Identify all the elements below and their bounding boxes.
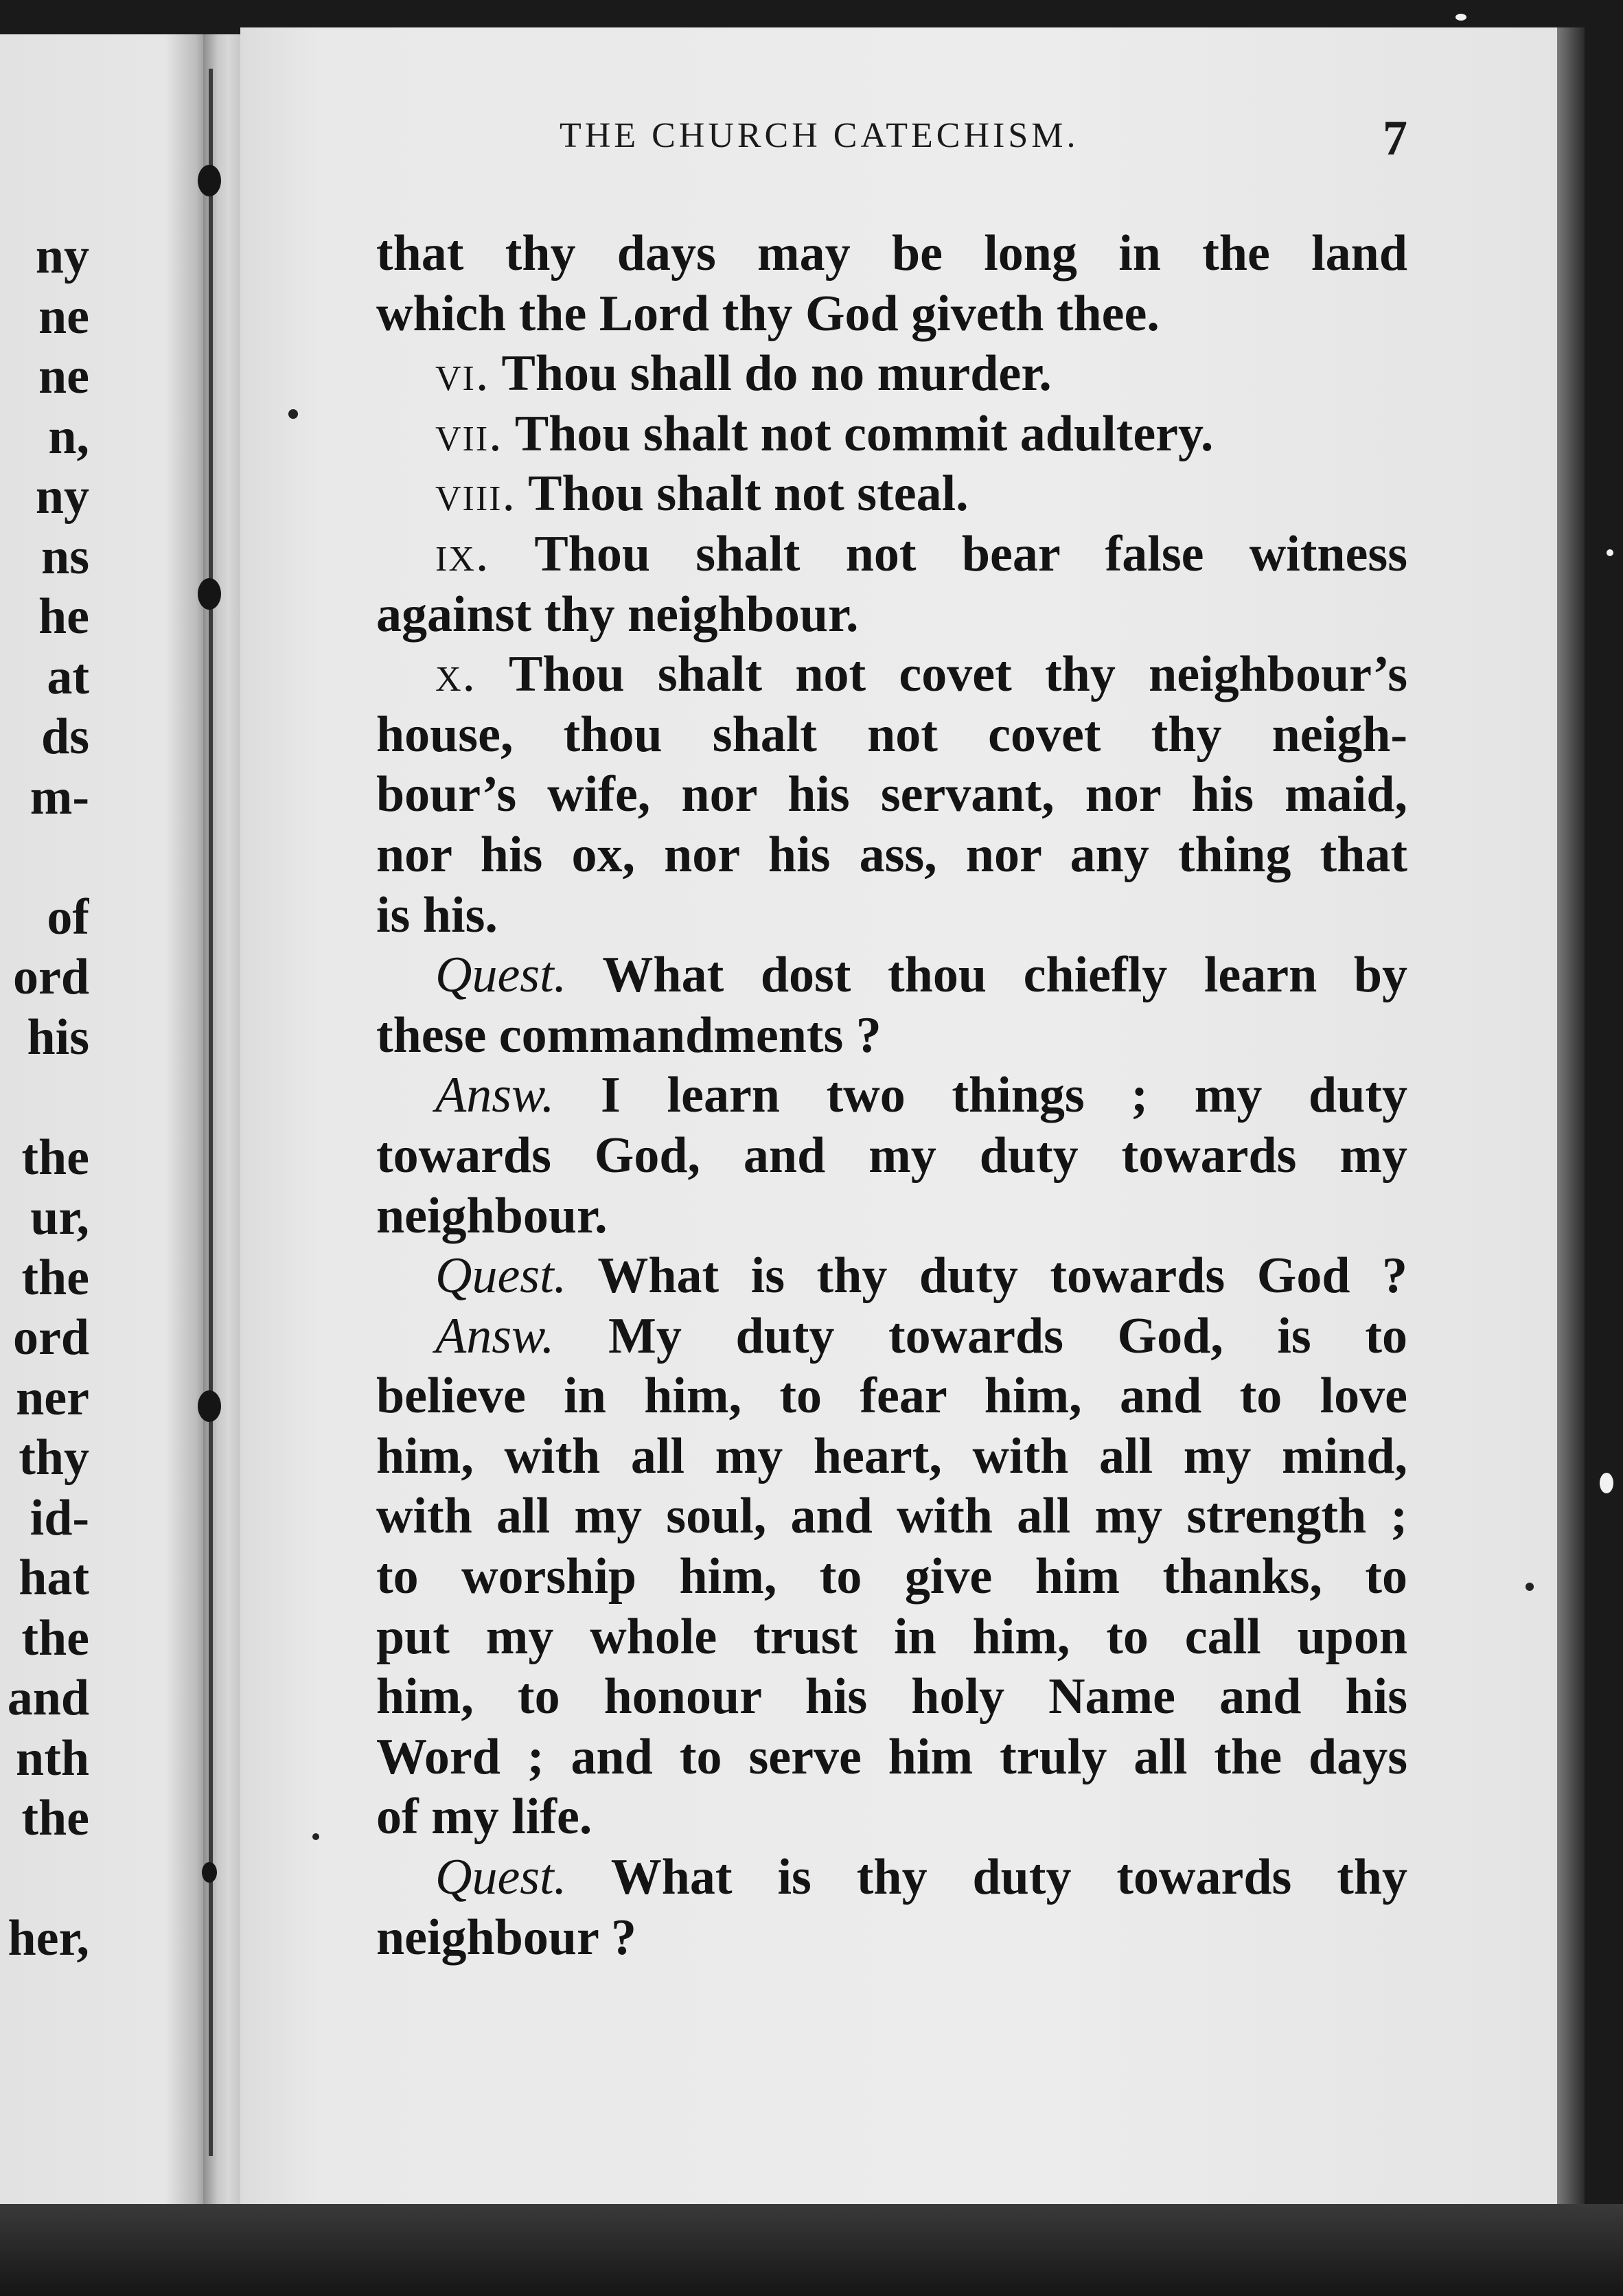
speaker-label: Answ. — [435, 1067, 555, 1124]
text-line — [376, 1246, 1407, 1307]
text-line — [376, 1667, 1407, 1727]
left-page-fragment: and — [7, 1670, 89, 1726]
left-page-fragment — [0, 1068, 89, 1128]
text-line — [376, 224, 1407, 284]
bottom-edge — [0, 2204, 1623, 2296]
left-page-fragment — [0, 827, 89, 888]
ink-speck — [312, 1833, 319, 1840]
line-text: What is thy duty towards God ? — [566, 1248, 1407, 1305]
text-line — [376, 645, 1407, 705]
text-line — [376, 705, 1407, 766]
running-title: THE CHURCH CATECHISM. — [560, 116, 1079, 155]
line-text: Word ; and to serve him truly all the days — [376, 1728, 1407, 1785]
scan-speck — [1607, 549, 1613, 556]
line-text: against thy neighbour. — [376, 586, 859, 643]
left-page-text-fragments — [0, 227, 89, 1969]
left-page-fragment: ns — [41, 528, 89, 585]
left-page-fragment: ny — [35, 228, 89, 284]
text-line — [376, 404, 1407, 465]
left-page-fragment: the — [21, 1249, 89, 1306]
text-line — [376, 1427, 1407, 1487]
binding-stitch — [202, 1862, 217, 1883]
left-page-fragment: the — [21, 1609, 89, 1666]
text-line — [376, 765, 1407, 825]
line-text: Thou shalt not commit adultery. — [503, 405, 1214, 462]
line-text: Thou shalt not bear false witness — [490, 525, 1407, 582]
left-page-fragment: ne — [38, 288, 89, 345]
line-text: Thou shalt not steal. — [516, 466, 969, 523]
text-line — [376, 1307, 1407, 1367]
left-page-fragment: he — [38, 588, 89, 645]
line-text: I learn two things ; my duty — [554, 1067, 1407, 1124]
left-page-fragment — [0, 1849, 89, 1909]
ink-speck — [1526, 1583, 1534, 1591]
line-text: put my whole trust in him, to call upon — [376, 1608, 1407, 1665]
scan-speck — [1600, 1473, 1613, 1493]
page-edge-shadow — [1557, 27, 1585, 2204]
line-text: nor his ox, nor his ass, nor any thing that — [376, 826, 1407, 883]
binding-stitch — [198, 1390, 221, 1422]
text-line — [376, 585, 1407, 645]
text-line — [376, 1126, 1407, 1186]
commandment-numeral: ix. — [435, 525, 490, 582]
speaker-label: Quest. — [435, 1248, 567, 1305]
line-text: to worship him, to give him thanks, to — [376, 1548, 1407, 1605]
left-page-fragment: the — [21, 1129, 89, 1186]
text-line — [376, 945, 1407, 1006]
left-page-fragment: m- — [30, 768, 89, 825]
left-page-fragment: ny — [35, 468, 89, 525]
left-page-fragment: the — [21, 1790, 89, 1846]
text-line — [376, 886, 1407, 946]
left-page-fragment: n, — [48, 408, 89, 465]
text-line — [376, 1186, 1407, 1247]
page-header — [560, 110, 1407, 165]
line-text: of my life. — [376, 1789, 592, 1846]
speaker-label: Answ. — [435, 1307, 555, 1364]
text-line — [376, 1366, 1407, 1427]
commandment-numeral: x. — [435, 646, 477, 703]
left-page-fragment: his — [27, 1009, 89, 1066]
binding-stitch — [198, 165, 221, 196]
text-line — [376, 344, 1407, 404]
left-page-fragment: ne — [38, 348, 89, 404]
line-text: What dost thou chiefly learn by — [566, 947, 1407, 1004]
line-text: these commandments ? — [376, 1007, 882, 1064]
line-text: which the Lord thy God giveth thee. — [376, 285, 1160, 342]
commandment-numeral: vii. — [435, 405, 503, 462]
left-page-fragment: ner — [16, 1369, 89, 1426]
text-line — [376, 1727, 1407, 1788]
line-text: towards God, and my duty towards my — [376, 1127, 1407, 1184]
left-page-fragment: at — [47, 648, 89, 705]
left-page-fragment: hat — [19, 1550, 89, 1606]
left-page-fragment: ord — [13, 1309, 89, 1366]
line-text: My duty towards God, is to — [554, 1307, 1407, 1364]
text-line — [376, 1066, 1407, 1126]
left-page-fragment: of — [47, 888, 89, 945]
text-line — [376, 1908, 1407, 1968]
text-line — [376, 284, 1407, 345]
left-page-fragment: ur, — [30, 1189, 89, 1245]
text-line — [376, 525, 1407, 585]
text-line — [376, 1848, 1407, 1908]
line-text: believe in him, to fear him, and to love — [376, 1368, 1407, 1425]
ink-speck — [288, 409, 298, 419]
text-line — [376, 1486, 1407, 1547]
line-text: Thou shalt not covet thy neighbour’s — [476, 646, 1407, 703]
left-page-fragment: ds — [41, 709, 89, 765]
text-line — [376, 825, 1407, 886]
line-text: him, with all my heart, with all my mind, — [376, 1427, 1407, 1484]
speaker-label: Quest. — [435, 947, 567, 1004]
left-page-fragment: id- — [30, 1489, 89, 1546]
line-text: house, thou shalt not covet thy neigh- — [376, 706, 1407, 763]
left-page-fragment: ord — [13, 949, 89, 1005]
line-text: is his. — [376, 886, 498, 943]
line-text: with all my soul, and with all my strength ; — [376, 1488, 1407, 1545]
scan-speck — [1455, 14, 1466, 21]
speaker-label: Quest. — [435, 1849, 567, 1906]
text-line — [376, 1547, 1407, 1607]
left-page-fragment: thy — [19, 1430, 89, 1486]
line-text: him, to honour his holy Name and his — [376, 1668, 1407, 1725]
left-page-fragment: her, — [8, 1910, 89, 1966]
binding-stitch — [198, 578, 221, 610]
text-line — [376, 464, 1407, 525]
line-text: neighbour ? — [376, 1909, 637, 1966]
line-text: Thou shall do no murder. — [490, 345, 1052, 402]
binding-thread — [209, 69, 213, 2156]
page-number: 7 — [1383, 111, 1407, 165]
text-line — [376, 1006, 1407, 1066]
text-line — [376, 1787, 1407, 1848]
line-text: What is thy duty towards thy — [566, 1849, 1407, 1906]
catechism-text — [376, 224, 1407, 1968]
commandment-numeral: vi. — [435, 345, 490, 402]
text-line — [376, 1607, 1407, 1668]
left-page-fragment: nth — [16, 1730, 89, 1787]
line-text: bour’s wife, nor his servant, nor his maid, — [376, 766, 1407, 823]
line-text: neighbour. — [376, 1187, 608, 1244]
line-text: that thy days may be long in the land — [376, 225, 1407, 282]
commandment-numeral: viii. — [435, 466, 517, 523]
